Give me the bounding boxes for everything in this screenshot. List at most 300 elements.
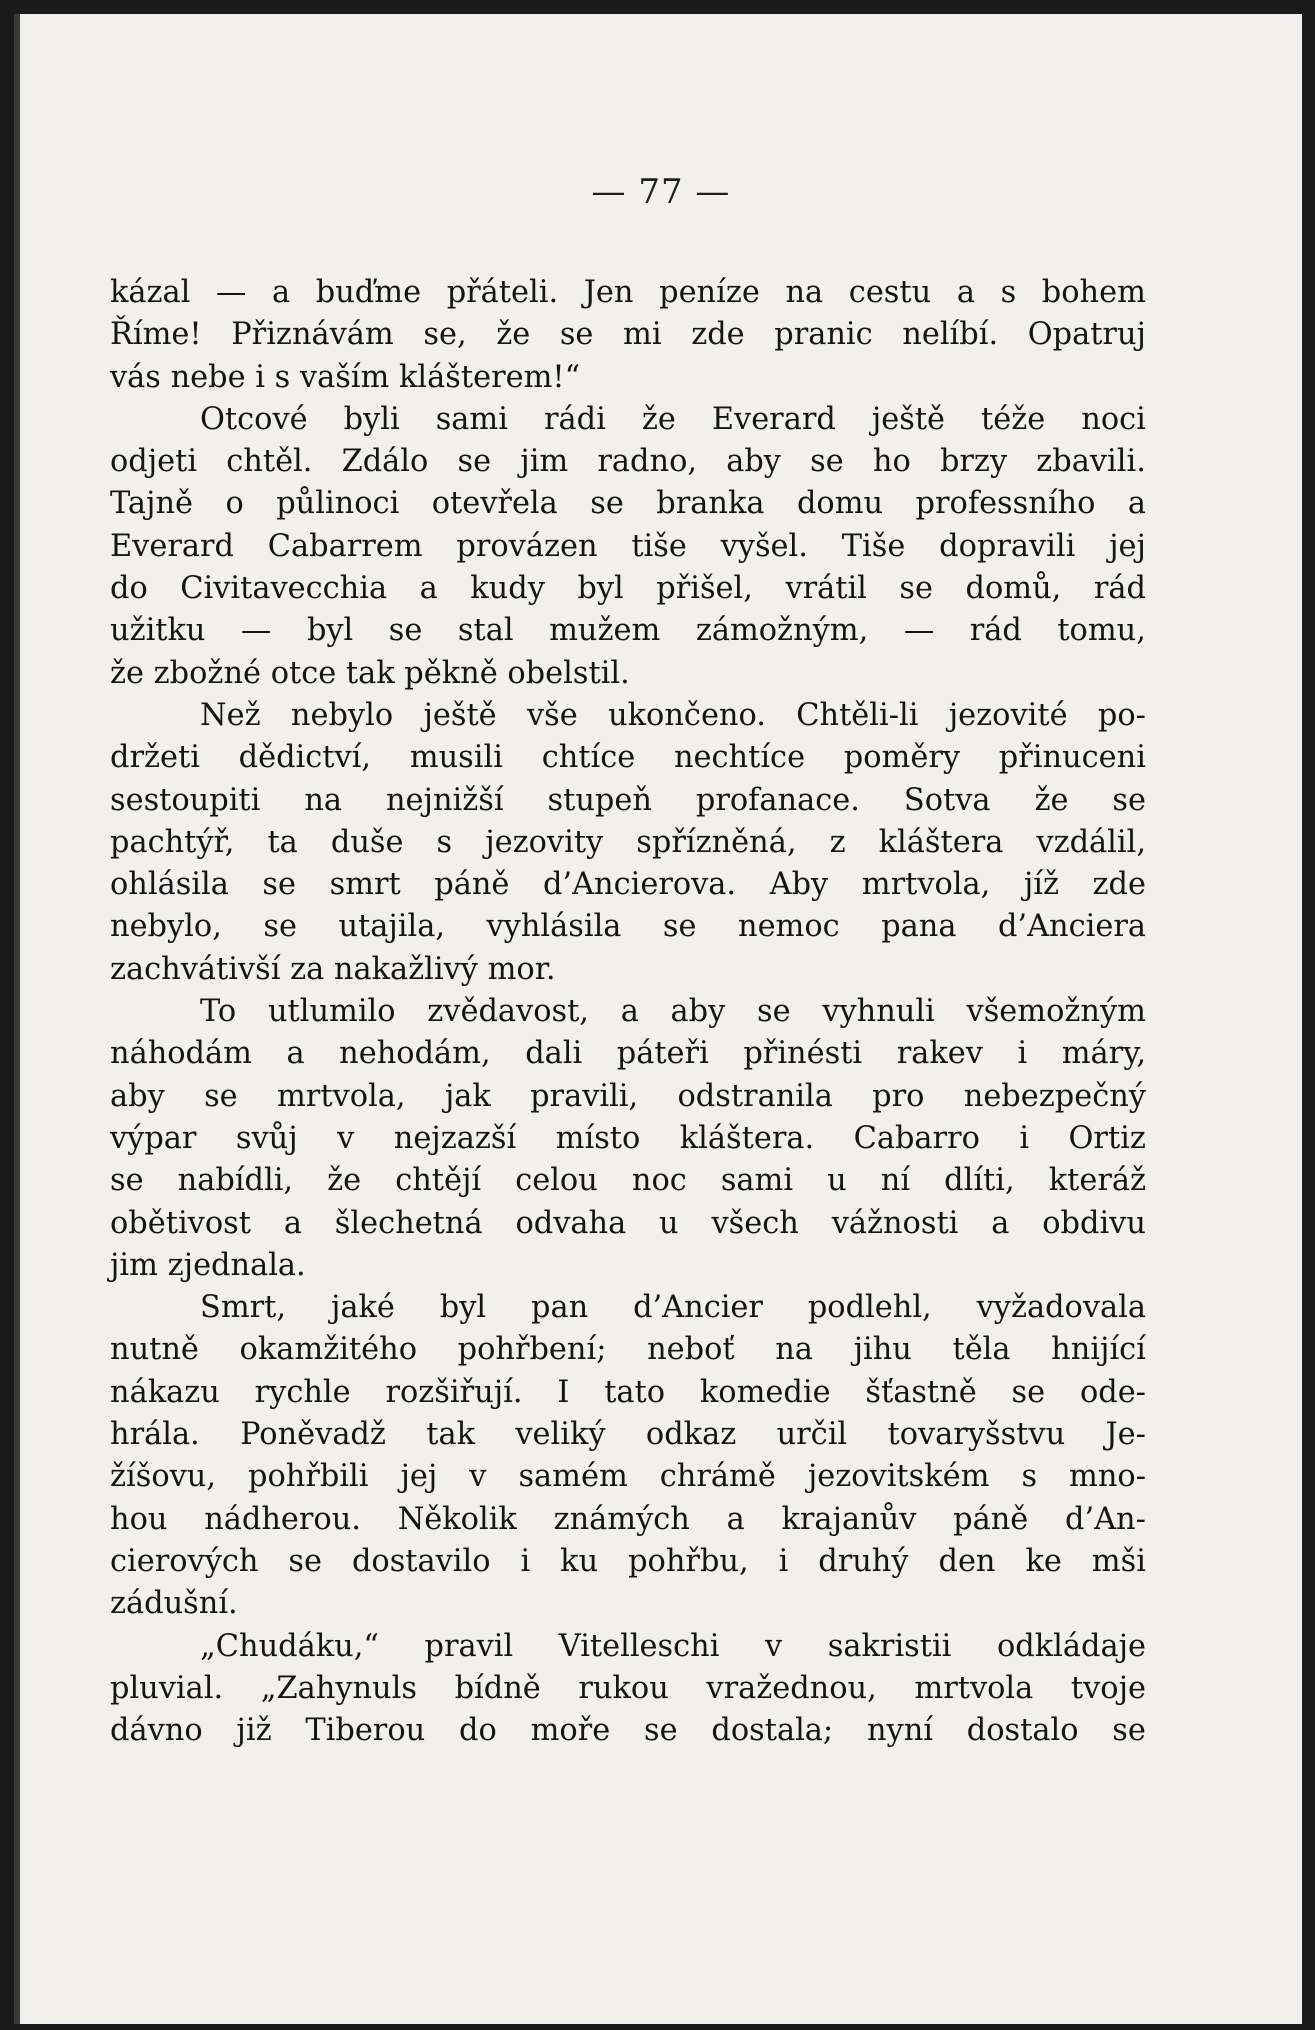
word: přišel, bbox=[656, 571, 753, 607]
text-line bbox=[110, 568, 1146, 610]
word: se bbox=[388, 613, 423, 649]
word: s bbox=[274, 359, 291, 395]
word: Říme! bbox=[110, 317, 202, 353]
word: odkládaje bbox=[997, 1628, 1146, 1664]
word: páně bbox=[434, 867, 510, 903]
word: pluvial. bbox=[110, 1670, 224, 1706]
word: sami bbox=[720, 1163, 794, 1199]
word: kázal bbox=[110, 275, 191, 310]
word: odkaz bbox=[645, 1417, 737, 1453]
word: Zdálo bbox=[341, 444, 429, 480]
word: zvědavost, bbox=[427, 994, 589, 1030]
word: kudy bbox=[470, 571, 545, 607]
word: s bbox=[1021, 1459, 1038, 1495]
word: tvoje bbox=[1070, 1670, 1146, 1706]
text-line bbox=[110, 991, 1146, 1033]
text-line bbox=[110, 1245, 1146, 1287]
word: i bbox=[520, 1543, 531, 1579]
word: u bbox=[659, 1205, 679, 1241]
word: ohlásila bbox=[110, 867, 229, 903]
word: Několik bbox=[397, 1501, 517, 1537]
text-line bbox=[110, 1287, 1146, 1329]
word: musili bbox=[409, 740, 503, 776]
word: se bbox=[559, 317, 594, 353]
word: nebylo bbox=[290, 697, 394, 733]
word: se bbox=[110, 1163, 144, 1199]
word: hnijící bbox=[1051, 1332, 1146, 1368]
word: noc bbox=[631, 1163, 687, 1199]
word: jej bbox=[1109, 528, 1146, 564]
word: Sotva bbox=[903, 782, 991, 818]
word: mor. bbox=[487, 951, 556, 987]
text-line bbox=[110, 526, 1146, 568]
word: již bbox=[236, 1713, 272, 1749]
word: zjednala. bbox=[167, 1247, 306, 1283]
word: samém bbox=[518, 1459, 628, 1495]
word: a bbox=[283, 1205, 302, 1241]
word: po- bbox=[1097, 697, 1146, 733]
word: jak bbox=[444, 1078, 491, 1114]
word: vás bbox=[110, 359, 161, 395]
text-line bbox=[110, 272, 1146, 314]
word: sestoupiti bbox=[110, 782, 261, 818]
word: nyní bbox=[866, 1713, 933, 1749]
word: chrámě bbox=[659, 1459, 776, 1495]
word: Opatruj bbox=[1027, 317, 1146, 353]
text-line bbox=[110, 1329, 1146, 1371]
word: Aby bbox=[769, 867, 829, 903]
word: zde bbox=[691, 317, 745, 353]
word: rukou bbox=[578, 1670, 669, 1706]
text-line bbox=[110, 1541, 1146, 1583]
word: šlechetná bbox=[334, 1205, 483, 1241]
word: Civitavecchia bbox=[180, 571, 388, 607]
text-line bbox=[110, 1710, 1146, 1752]
word: a bbox=[956, 275, 975, 310]
word: nemoc bbox=[738, 909, 840, 945]
word: nabídli, bbox=[177, 1163, 294, 1199]
text-line bbox=[110, 1583, 1146, 1625]
word: tak bbox=[345, 655, 395, 691]
word: Everard bbox=[110, 528, 234, 564]
word: držeti bbox=[110, 740, 200, 776]
word: přáteli. bbox=[446, 275, 559, 310]
word: otevřela bbox=[431, 486, 558, 522]
text-line bbox=[110, 483, 1146, 525]
word: podlehl, bbox=[807, 1290, 932, 1326]
word: jaké bbox=[330, 1290, 395, 1326]
word: i bbox=[255, 359, 265, 395]
word: odstranila bbox=[677, 1078, 833, 1114]
word: chtějí bbox=[395, 1163, 482, 1199]
word: Everard bbox=[711, 401, 836, 437]
word: sami bbox=[435, 401, 508, 437]
word: na bbox=[775, 1332, 813, 1368]
word: jej bbox=[400, 1459, 438, 1495]
word: výpar bbox=[110, 1120, 197, 1156]
word: bohem bbox=[1041, 275, 1146, 310]
word: rádi bbox=[543, 401, 606, 437]
word: všech bbox=[711, 1205, 799, 1241]
word: jezovity bbox=[485, 824, 604, 860]
word: svůj bbox=[235, 1120, 298, 1156]
word: Otcové bbox=[200, 401, 308, 437]
word: na bbox=[785, 275, 824, 310]
word: komedie bbox=[699, 1374, 831, 1410]
word: dávno bbox=[110, 1713, 203, 1749]
text-line bbox=[110, 864, 1146, 906]
word: ní bbox=[880, 1163, 911, 1199]
word: „Zahynuls bbox=[260, 1670, 417, 1706]
text-line bbox=[110, 1160, 1146, 1202]
text-line bbox=[110, 906, 1146, 948]
word: že bbox=[496, 317, 531, 353]
text-line bbox=[110, 314, 1146, 356]
word: a bbox=[991, 1205, 1010, 1241]
word: jim bbox=[110, 1247, 158, 1283]
word: zádušní. bbox=[110, 1586, 238, 1622]
word: tiše bbox=[631, 528, 687, 564]
word: místo bbox=[555, 1120, 641, 1156]
word: dědictví, bbox=[238, 740, 372, 776]
word: se bbox=[1011, 1374, 1046, 1410]
body-text bbox=[110, 272, 1146, 1752]
word: zde bbox=[1092, 867, 1146, 903]
word: veliký bbox=[515, 1417, 606, 1453]
word: profanace. bbox=[695, 782, 860, 818]
word: určil bbox=[776, 1417, 848, 1453]
word: žíšovu, bbox=[110, 1459, 217, 1495]
word: ku bbox=[560, 1543, 599, 1579]
word: rád bbox=[969, 613, 1022, 649]
word: Poněvadž bbox=[240, 1417, 386, 1453]
word: Než bbox=[200, 697, 261, 733]
word: a bbox=[726, 1501, 745, 1537]
text-line bbox=[110, 1033, 1146, 1075]
word: Smrt, bbox=[200, 1290, 287, 1326]
text-line bbox=[110, 1499, 1146, 1541]
word: I bbox=[557, 1374, 570, 1410]
word: tomu, bbox=[1057, 613, 1146, 649]
word: nelíbí. bbox=[902, 317, 999, 353]
word: s bbox=[1000, 275, 1017, 310]
word: náhodám bbox=[110, 1036, 252, 1072]
book-page bbox=[14, 14, 1302, 2024]
word: To bbox=[200, 994, 237, 1030]
word: jezovité bbox=[948, 697, 1068, 733]
word: cierových bbox=[110, 1543, 259, 1579]
word: se bbox=[899, 571, 934, 607]
word: se bbox=[288, 1543, 323, 1579]
word: poměry bbox=[843, 740, 961, 776]
word: byl bbox=[577, 571, 624, 607]
word: ještě bbox=[871, 401, 946, 437]
word: aby bbox=[670, 994, 726, 1030]
word: nebe bbox=[170, 359, 246, 395]
word: — bbox=[903, 613, 935, 649]
word: radno, bbox=[597, 444, 698, 480]
word: se bbox=[262, 867, 297, 903]
word: do bbox=[110, 571, 148, 607]
text-line bbox=[110, 949, 1146, 991]
word: celou bbox=[515, 1163, 598, 1199]
word: aby bbox=[726, 444, 781, 480]
word: nebylo, bbox=[110, 909, 222, 945]
word: Vitelleschi bbox=[558, 1628, 720, 1664]
word: d’Ancierova. bbox=[542, 867, 737, 903]
text-line bbox=[110, 441, 1146, 483]
word: užitku bbox=[110, 613, 206, 649]
word: dlíti, bbox=[944, 1163, 1015, 1199]
text-line bbox=[110, 1414, 1146, 1456]
word: d’Anciera bbox=[997, 909, 1146, 945]
word: mrtvola, bbox=[861, 867, 991, 903]
word: a bbox=[1127, 486, 1146, 522]
text-line bbox=[110, 822, 1146, 864]
word: nejnižší bbox=[385, 782, 504, 818]
word: máry, bbox=[1061, 1036, 1146, 1072]
word: tato bbox=[604, 1374, 666, 1410]
word: jíž bbox=[1023, 867, 1059, 903]
word: se bbox=[1112, 1713, 1146, 1749]
word: kteráž bbox=[1048, 1163, 1146, 1199]
word: páteři bbox=[616, 1036, 709, 1072]
word: mrtvola, bbox=[276, 1078, 406, 1114]
word: nehodám, bbox=[339, 1036, 491, 1072]
word: obdivu bbox=[1042, 1205, 1146, 1241]
word: v bbox=[337, 1120, 355, 1156]
word: peníze bbox=[659, 275, 760, 310]
word: mši bbox=[1091, 1543, 1146, 1579]
word: noci bbox=[1081, 401, 1146, 437]
word: provázen bbox=[456, 528, 598, 564]
text-line bbox=[110, 695, 1146, 737]
word: krajanův bbox=[781, 1501, 917, 1537]
word: rozšiřují. bbox=[385, 1374, 523, 1410]
word: se bbox=[1112, 782, 1146, 818]
text-line bbox=[110, 1668, 1146, 1710]
word: Tajně bbox=[110, 486, 194, 522]
word: bídně bbox=[454, 1670, 541, 1706]
word: buďme bbox=[315, 275, 422, 310]
word: vyhnuli bbox=[822, 994, 935, 1030]
word: dostavilo bbox=[351, 1543, 491, 1579]
word: vzdálil, bbox=[1036, 824, 1146, 860]
word: branka bbox=[656, 486, 765, 522]
word: dopravili bbox=[939, 528, 1076, 564]
text-line bbox=[110, 357, 1146, 399]
word: druhý bbox=[818, 1543, 909, 1579]
word: v bbox=[765, 1628, 783, 1664]
word: že bbox=[1034, 782, 1069, 818]
word: pohřbu, bbox=[628, 1543, 749, 1579]
word: vyhlásila bbox=[486, 909, 622, 945]
text-line bbox=[110, 780, 1146, 822]
word: vyšel. bbox=[720, 528, 808, 564]
word: domu bbox=[796, 486, 884, 522]
text-line bbox=[110, 1626, 1146, 1668]
word: kláštera bbox=[878, 824, 1004, 860]
word: přinuceni bbox=[998, 740, 1146, 776]
word: hou bbox=[110, 1501, 168, 1537]
word: o bbox=[225, 486, 244, 522]
word: chtíce bbox=[541, 740, 636, 776]
word: nechtíce bbox=[673, 740, 806, 776]
word: se bbox=[590, 486, 624, 522]
text-line bbox=[110, 1076, 1146, 1118]
word: mi bbox=[623, 317, 662, 353]
word: mno- bbox=[1069, 1459, 1146, 1495]
word: nákazu bbox=[110, 1374, 220, 1410]
word: u bbox=[827, 1163, 847, 1199]
word: pana bbox=[881, 909, 957, 945]
word: d’Ancier bbox=[633, 1290, 763, 1326]
text-line bbox=[110, 1203, 1146, 1245]
word: se bbox=[204, 1078, 238, 1114]
word: se bbox=[263, 909, 297, 945]
word: pohřbení; bbox=[457, 1332, 607, 1368]
word: duše bbox=[330, 824, 404, 860]
word: že bbox=[327, 1163, 362, 1199]
word: Chtěli-li bbox=[796, 697, 919, 733]
word: téže bbox=[981, 401, 1046, 437]
word: páně bbox=[953, 1501, 1029, 1537]
word: i bbox=[1017, 1036, 1028, 1072]
word: Cabarrem bbox=[267, 528, 423, 564]
word: a bbox=[419, 571, 438, 607]
word: zbožné bbox=[153, 655, 262, 691]
word: brzy bbox=[939, 444, 1008, 480]
word: vrátil bbox=[785, 571, 867, 607]
word: odvaha bbox=[515, 1205, 627, 1241]
word: s bbox=[436, 824, 453, 860]
word: cestu bbox=[848, 275, 932, 310]
word: vyžadovala bbox=[976, 1290, 1146, 1326]
word: utlumilo bbox=[267, 994, 396, 1030]
word: dali bbox=[525, 1036, 583, 1072]
word: odjeti bbox=[110, 444, 198, 480]
word: z bbox=[829, 824, 846, 860]
word: moře bbox=[530, 1713, 611, 1749]
word: se bbox=[457, 444, 492, 480]
word: vše bbox=[526, 697, 578, 733]
word: mužem bbox=[549, 613, 661, 649]
word: nebezpečný bbox=[963, 1078, 1146, 1114]
word: ke bbox=[1025, 1543, 1062, 1579]
word: stupeň bbox=[547, 782, 652, 818]
word: pan bbox=[531, 1290, 589, 1326]
word: a bbox=[272, 275, 291, 310]
word: „Chudáku,“ bbox=[200, 1628, 379, 1664]
word: pro bbox=[872, 1078, 925, 1114]
word: obětivost bbox=[110, 1205, 251, 1241]
word: byl bbox=[439, 1290, 487, 1326]
word: obelstil. bbox=[507, 655, 630, 691]
word: vaším bbox=[299, 359, 390, 395]
word: zbavili. bbox=[1036, 444, 1146, 480]
word: že bbox=[110, 655, 144, 691]
word: smrt bbox=[329, 867, 401, 903]
word: stal bbox=[457, 613, 514, 649]
word: za bbox=[290, 951, 325, 987]
word: tovaryšstvu bbox=[887, 1417, 1066, 1453]
word: těla bbox=[952, 1332, 1011, 1368]
word: jihu bbox=[853, 1332, 912, 1368]
word: byl bbox=[306, 613, 354, 649]
word: d’An- bbox=[1065, 1501, 1146, 1537]
word: okamžitého bbox=[239, 1332, 417, 1368]
word: ještě bbox=[423, 697, 497, 733]
text-line bbox=[110, 1372, 1146, 1414]
word: pravili, bbox=[530, 1078, 639, 1114]
word: klášterem!“ bbox=[399, 359, 581, 395]
word: ho bbox=[872, 444, 911, 480]
word: dostala; bbox=[711, 1713, 834, 1749]
word: chtěl. bbox=[226, 444, 313, 480]
word: — bbox=[241, 613, 272, 649]
word: Přiznávám bbox=[231, 317, 394, 353]
word: byli bbox=[343, 401, 400, 437]
word: ode- bbox=[1079, 1374, 1146, 1410]
word: aby bbox=[110, 1078, 165, 1114]
word: nakažlivý bbox=[333, 951, 478, 987]
word: se bbox=[644, 1713, 678, 1749]
word: Ortiz bbox=[1068, 1120, 1146, 1156]
text-line bbox=[110, 1118, 1146, 1160]
word: den bbox=[938, 1543, 996, 1579]
word: Tiberou bbox=[305, 1713, 426, 1749]
word: Je- bbox=[1105, 1417, 1146, 1453]
word: na bbox=[304, 782, 343, 818]
word: spřízněná, bbox=[636, 824, 797, 860]
word: pranic bbox=[774, 317, 873, 353]
word: jim bbox=[520, 444, 569, 480]
word: se bbox=[662, 909, 697, 945]
word: se bbox=[757, 994, 791, 1030]
text-line bbox=[110, 653, 1146, 695]
text-line bbox=[110, 610, 1146, 652]
word: rychle bbox=[254, 1374, 351, 1410]
word: do bbox=[459, 1713, 497, 1749]
word: rád bbox=[1093, 571, 1146, 607]
word: sakristii bbox=[827, 1628, 952, 1664]
word: zachvátivší bbox=[110, 951, 281, 987]
word: pachtýř, bbox=[110, 824, 235, 860]
word: pěkně bbox=[404, 655, 498, 691]
word: tak bbox=[426, 1417, 476, 1453]
word: professního bbox=[915, 486, 1096, 522]
word: známých bbox=[553, 1501, 690, 1537]
word: otce bbox=[270, 655, 337, 691]
word: vražednou, bbox=[706, 1670, 877, 1706]
word: Jen bbox=[583, 275, 634, 310]
word: šťastně bbox=[865, 1374, 977, 1410]
word: přinésti bbox=[743, 1036, 863, 1072]
word: nejzazší bbox=[393, 1120, 517, 1156]
word: nutně bbox=[110, 1332, 199, 1368]
text-line bbox=[110, 399, 1146, 441]
word: a bbox=[620, 994, 639, 1030]
word: neboť bbox=[647, 1332, 735, 1368]
word: že bbox=[641, 401, 676, 437]
word: dostalo bbox=[966, 1713, 1079, 1749]
text-line bbox=[110, 1456, 1146, 1498]
word: utajila, bbox=[338, 909, 445, 945]
page-number: — 77 — bbox=[591, 172, 731, 212]
word: ta bbox=[267, 824, 298, 860]
word: kláštera. bbox=[679, 1120, 815, 1156]
word: hrála. bbox=[110, 1417, 200, 1453]
